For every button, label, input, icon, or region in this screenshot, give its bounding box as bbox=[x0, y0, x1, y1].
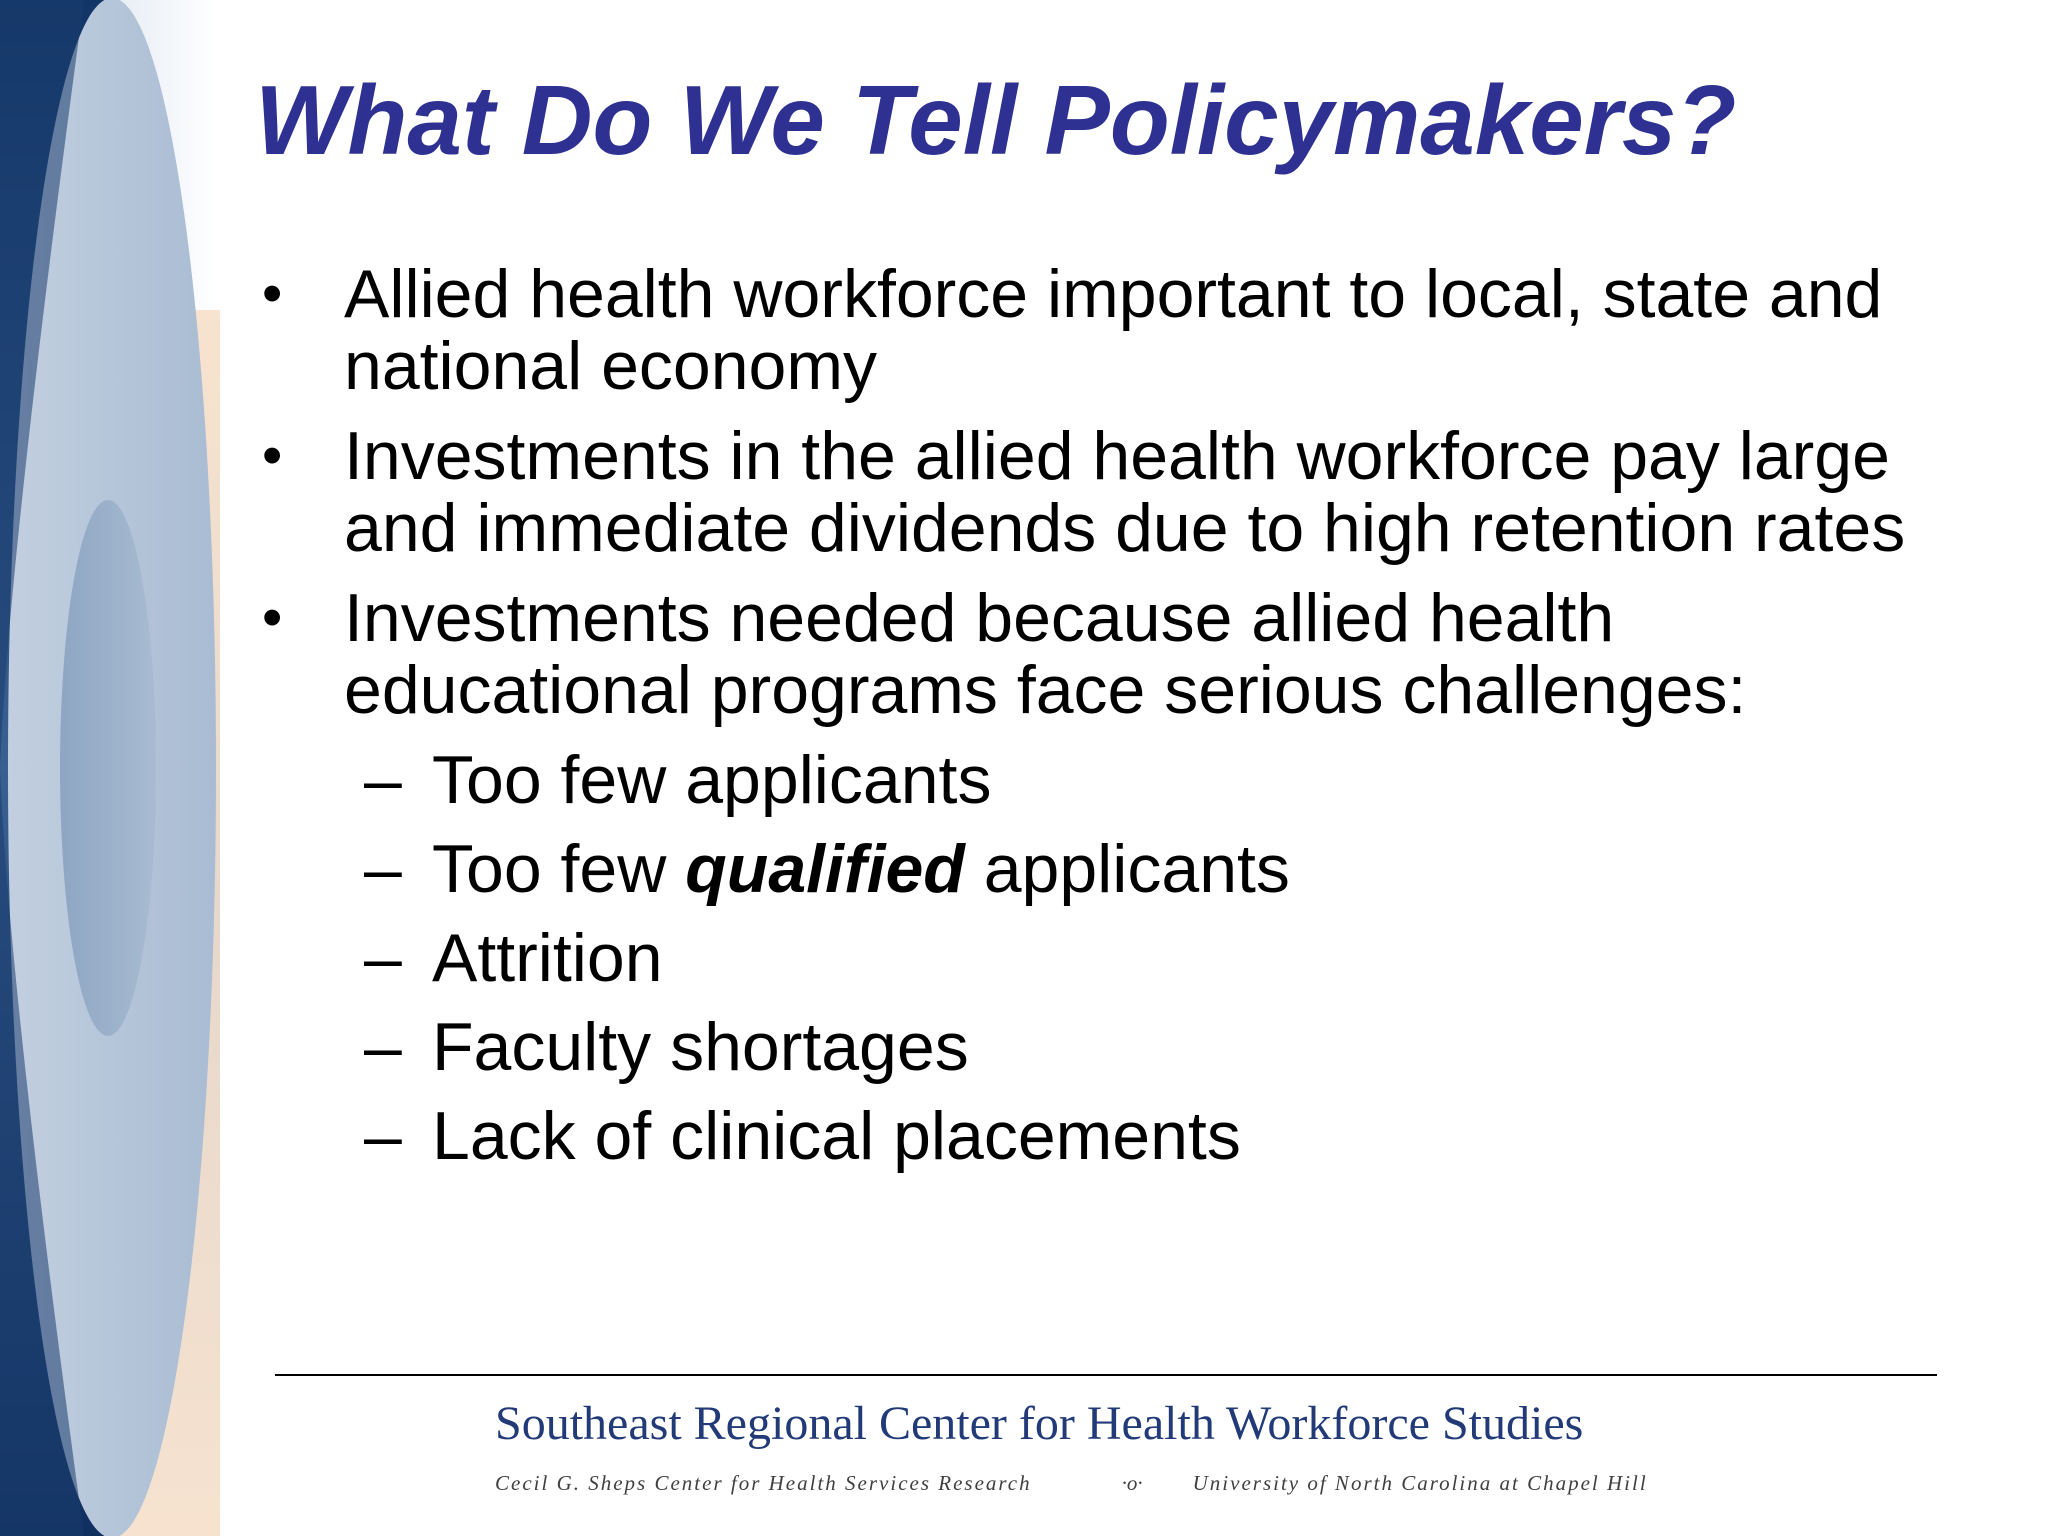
sub-bullet-marker: – bbox=[364, 1098, 402, 1174]
sub-bullet-marker: – bbox=[364, 920, 402, 996]
sub-bullet-text: Faculty shortages bbox=[432, 1009, 969, 1085]
sub-bullet-text: Attrition bbox=[432, 920, 663, 996]
decorative-side-art bbox=[0, 0, 240, 1536]
bullet-marker: • bbox=[262, 261, 283, 326]
sub-bullet-marker: – bbox=[364, 1009, 402, 1085]
bullet-text: Allied health workforce important to local, state and national economy bbox=[344, 256, 1883, 404]
sub-bullet-text: Lack of clinical placements bbox=[432, 1098, 1241, 1174]
bullet-text: Investments needed because allied health educational programs face serious challenges: bbox=[344, 580, 1747, 728]
bullet-marker: • bbox=[262, 585, 283, 650]
deco-inner-ellipse bbox=[60, 500, 156, 1036]
sub-bullet-emphasis: qualified bbox=[685, 831, 965, 907]
footer-affiliation-left: Cecil G. Sheps Center for Health Services Research bbox=[495, 1471, 1032, 1495]
bullet-item bbox=[262, 258, 1942, 402]
sub-bullet-item bbox=[262, 744, 1942, 816]
bullet-list bbox=[262, 258, 1942, 1189]
footer-divider bbox=[275, 1374, 1937, 1376]
sub-bullet-list bbox=[262, 744, 1942, 1172]
footer-separator: ·o· bbox=[1121, 1471, 1143, 1495]
sub-bullet-marker: – bbox=[364, 831, 402, 907]
slide-title: What Do We Tell Policymakers? bbox=[255, 65, 1737, 175]
sub-bullet-marker: – bbox=[364, 742, 402, 818]
sub-bullet-item bbox=[262, 833, 1942, 905]
footer-affiliation-right: University of North Carolina at Chapel Hill bbox=[1192, 1471, 1648, 1495]
bullet-item bbox=[262, 420, 1942, 564]
sub-bullet-item bbox=[262, 922, 1942, 994]
sub-bullet-text-before: Too few bbox=[432, 831, 686, 907]
footer-affiliation bbox=[495, 1470, 1795, 1496]
sub-bullet-item bbox=[262, 1011, 1942, 1083]
footer-organization-logo: Southeast Regional Center for Health Workforce Studies bbox=[495, 1397, 1584, 1450]
sub-bullet-text: Too few applicants bbox=[432, 742, 992, 818]
sub-bullet-item bbox=[262, 1100, 1942, 1172]
bullet-text: Investments in the allied health workforce pay large and immediate dividends due to high retention rates bbox=[344, 418, 1906, 566]
bullet-marker: • bbox=[262, 423, 283, 488]
bullet-item bbox=[262, 582, 1942, 726]
sub-bullet-text-after: applicants bbox=[964, 831, 1290, 907]
